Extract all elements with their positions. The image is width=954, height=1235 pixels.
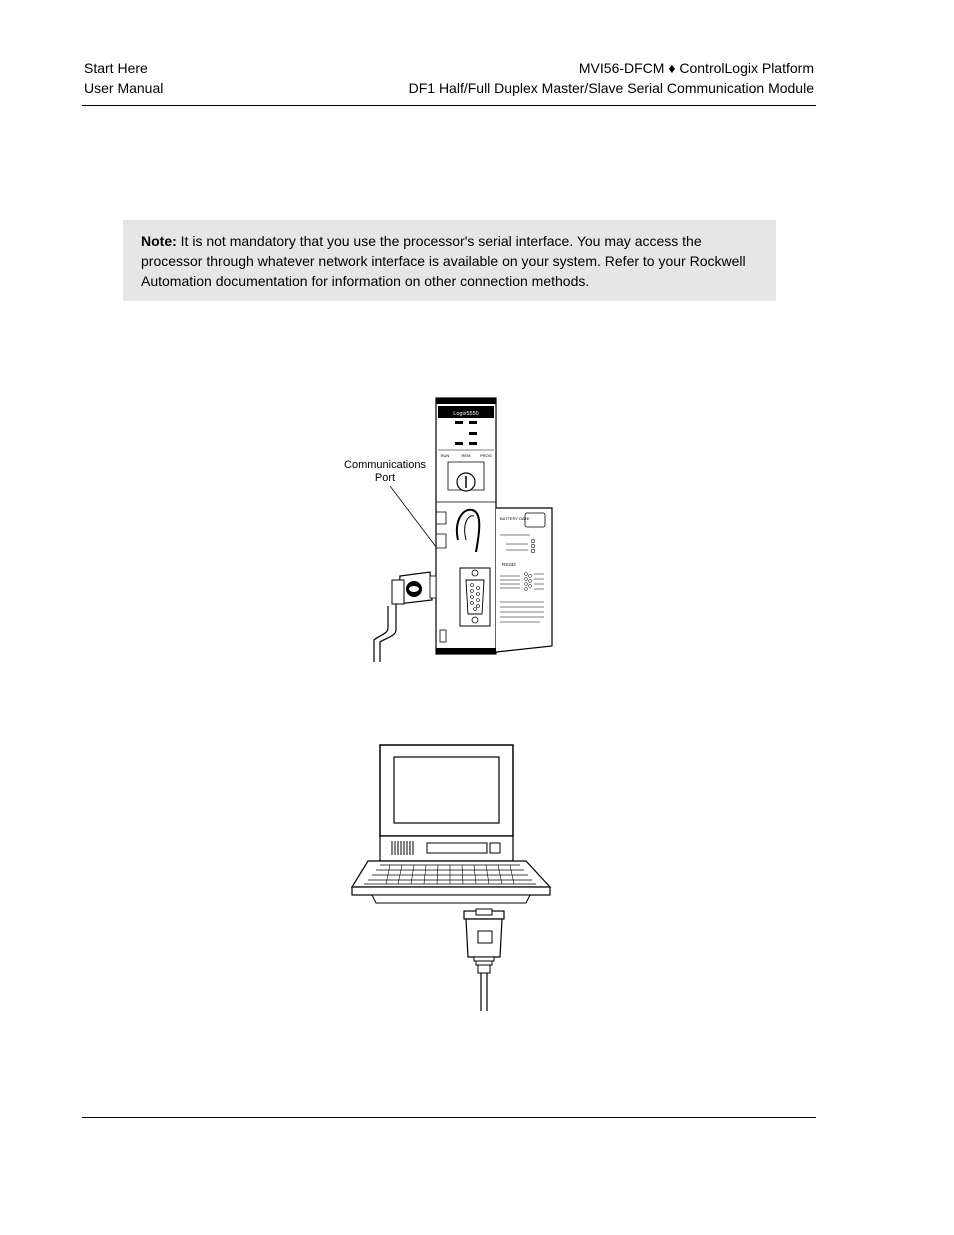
controllogix-processor-figure [330, 390, 570, 670]
note-text: It is not mandatory that you use the processor's serial interface. You may access the processor through whatever network interface is available on your system. Refer to your Rockwell Automation documentation for information on other connection methods. [141, 233, 746, 289]
module-name: Logix5550 [453, 411, 479, 417]
header-product-description: DF1 Half/Full Duplex Master/Slave Serial Communication Module [408, 80, 814, 96]
header-section: Start Here [84, 60, 148, 76]
header-right [409, 58, 814, 98]
footer-rule [82, 1117, 816, 1118]
callout-port: Port [374, 472, 396, 484]
note-label: Note: [141, 233, 177, 249]
callout-communications: Communications [344, 459, 426, 471]
header-product: MVI56-DFCM ♦ ControlLogix Platform [578, 60, 814, 76]
label-prog: PROG [480, 453, 492, 458]
label-rem: REM [461, 453, 471, 458]
label-rs232: RS232 [502, 562, 516, 567]
note-box [123, 220, 776, 301]
label-run: RUN [440, 453, 450, 458]
label-battery-date: BATTERY DATE [500, 516, 530, 521]
header-manual-type: User Manual [84, 80, 164, 96]
header-left [84, 58, 163, 98]
header-rule [82, 105, 816, 106]
laptop-computer-figure [350, 743, 555, 1015]
